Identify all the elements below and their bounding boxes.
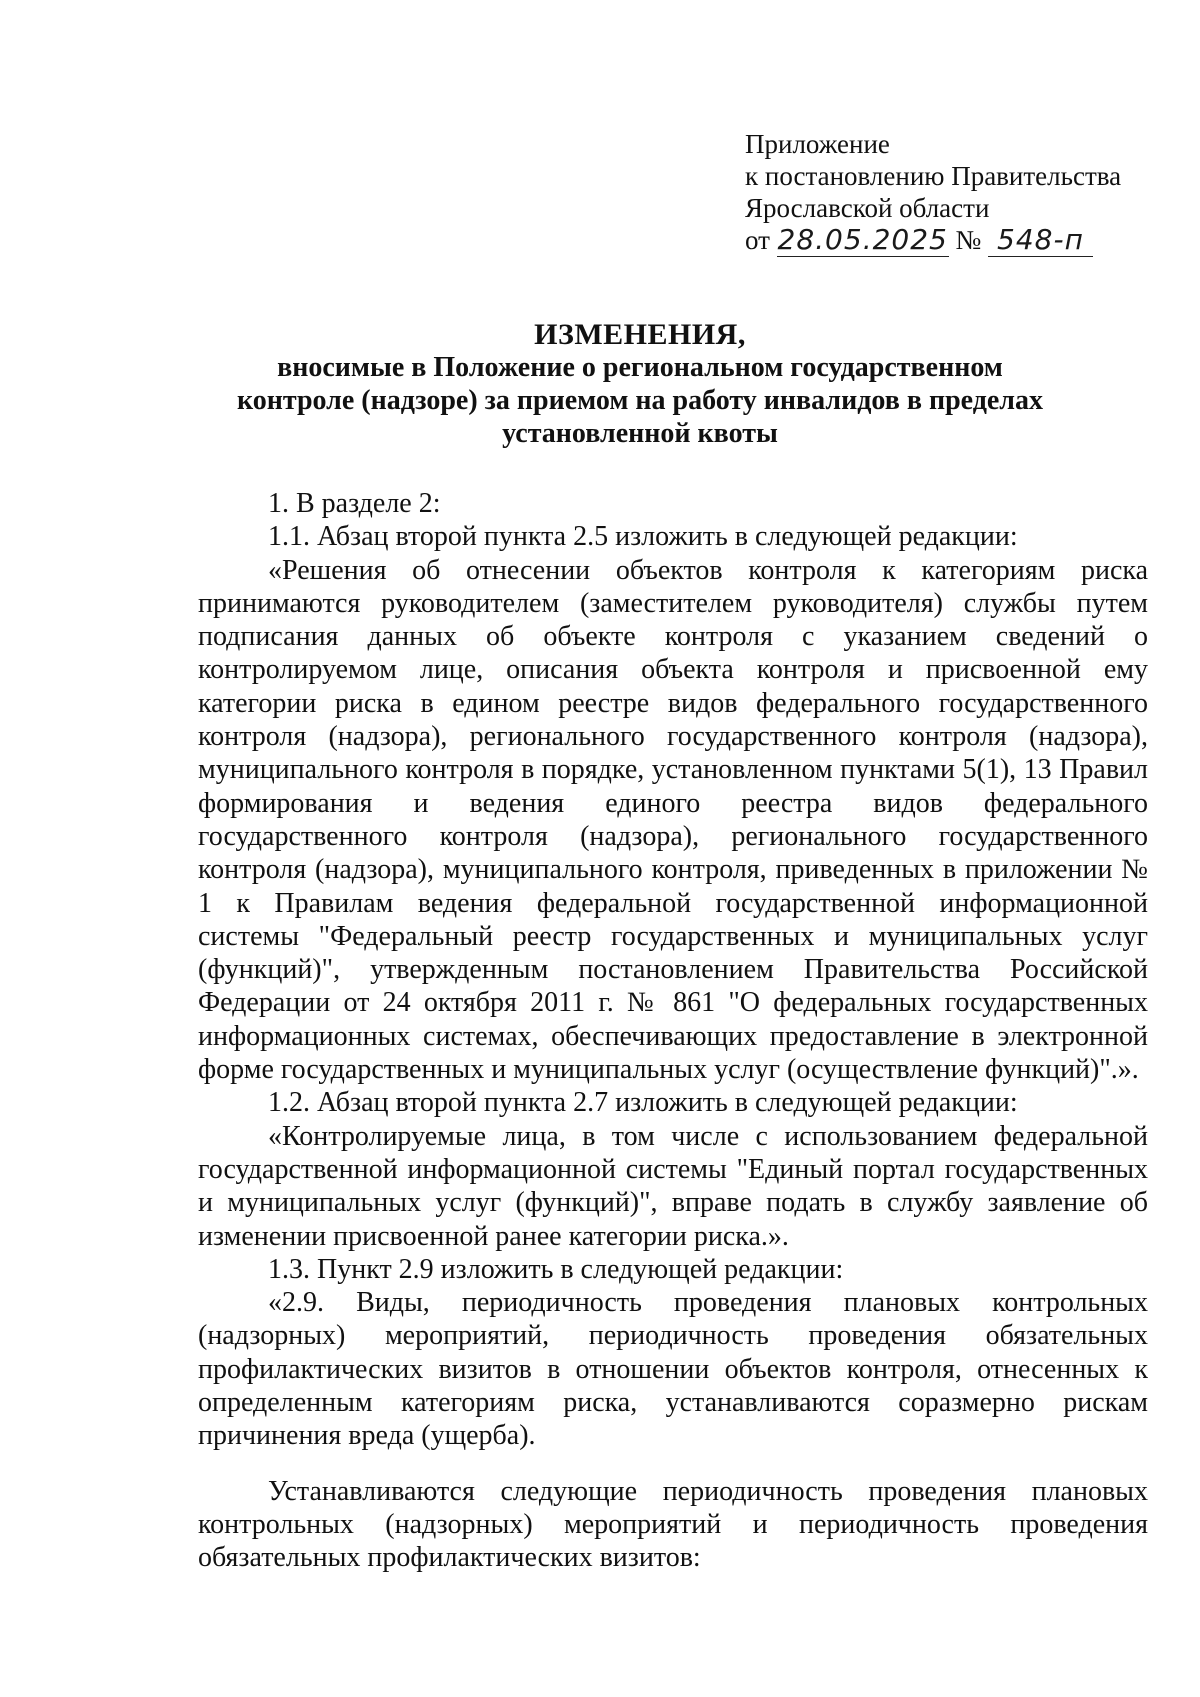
- date-field: [777, 224, 949, 257]
- appendix-resolution: к постановлению Правительства: [745, 161, 1122, 191]
- number-label: №: [955, 225, 982, 255]
- title-heading: ИЗМЕНЕНИЯ,: [534, 318, 746, 351]
- paragraph-gap: [198, 1453, 1148, 1475]
- document-title: [190, 318, 1090, 450]
- section-item-1: 1. В разделе 2:: [268, 488, 441, 519]
- appendix-date-number: [745, 224, 1121, 264]
- paragraph-2-5-text: «Решения об отнесении объектов контроля к категориям риска принимаются руководителем (заместителем руководителя) службы путем подписания данных об объекте контроля с указанием сведений о контролируемом лице, описания объекта контроля и присвоенной ему категории риска в едином реестре видов федерального государственного контроля (надзора), регионального государственного контроля (надзора), муниципального контроля в порядке, установленном пунктами 5(1), 13 Правил формирования и ведения единого реестра видов федерального государственного контроля (надзора), регионального государственного контроля (надзора), муниципального контроля, приведенных в приложении № 1 к Правилам ведения федеральной государственной информационной системы "Федеральный реестр государственных и муниципальных услуг (функций)", утвержденным постановлением Правительства Российской Федерации от 24 октября 2011 г. № 861 "О федеральных государственных информационных системах, обеспечивающих предоставление в электронной форме государственных и муниципальных услуг (осуществление функций)".».: [198, 554, 1148, 1086]
- paragraph-periodicity: Устанавливаются следующие периодичность проведения плановых контрольных (надзорных) мероприятий и периодичность проведения обязательных профилактических визитов:: [198, 1475, 1148, 1574]
- section-item-1-3: 1.3. Пункт 2.9 изложить в следующей редакции:: [268, 1253, 844, 1285]
- number-field: [988, 224, 1093, 257]
- title-line-2: вносимые в Положение о региональном государственном: [277, 352, 1003, 383]
- appendix-region: Ярославской области: [745, 193, 990, 223]
- title-line-4: установленной квоты: [502, 418, 778, 449]
- appendix-label: Приложение: [745, 129, 890, 159]
- document-body: [198, 487, 1148, 1575]
- handwritten-date: 28.05.2025: [777, 223, 948, 256]
- from-label: от: [745, 225, 770, 255]
- section-item-1-2: 1.2. Абзац второй пункта 2.7 изложить в следующей редакции:: [268, 1087, 1018, 1119]
- title-line-3: контроле (надзоре) за приемом на работу инвалидов в пределах: [236, 385, 1044, 416]
- paragraph-2-7-text: «Контролируемые лица, в том числе с использованием федеральной государственной информационной системы "Единый портал государственных и муниципальных услуг (функций)", вправе подать в службу заявление об изменении присвоенной ранее категории риска.».: [198, 1120, 1148, 1252]
- handwritten-number: 548-п: [997, 223, 1084, 256]
- paragraph-2-9-text: «2.9. Виды, периодичность проведения плановых контрольных (надзорных) мероприятий, периодичность проведения обязательных профилактических визитов в отношении объектов контроля, отнесенных к определенным категориям риска, устанавливаются соразмерно рискам причинения вреда (ущерба).: [198, 1287, 1148, 1452]
- appendix-block: [745, 128, 1121, 264]
- section-item-1-1: 1.1. Абзац второй пункта 2.5 изложить в следующей редакции:: [268, 521, 1018, 553]
